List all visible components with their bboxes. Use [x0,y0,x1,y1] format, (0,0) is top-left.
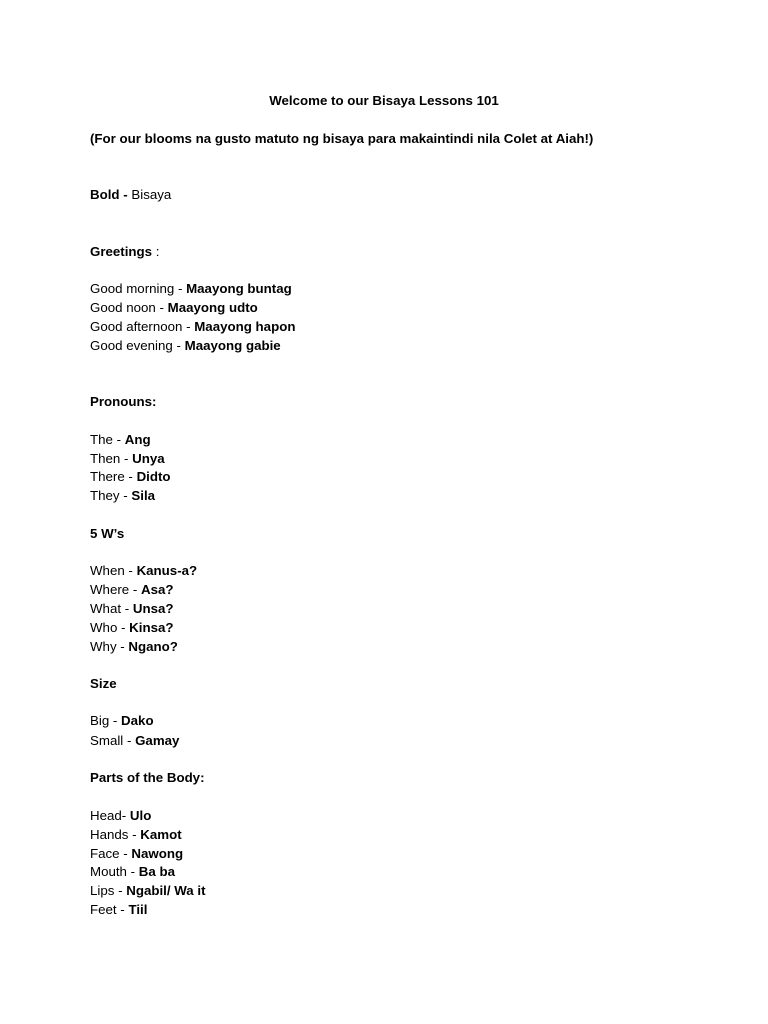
bisaya-term: Dako [121,713,154,728]
bisaya-term: Unya [132,451,165,466]
vocab-item [90,300,258,316]
vocab-item [90,713,154,729]
english-term: Lips - [90,883,127,898]
bisaya-term: Ngabil/ Wa it [126,883,206,898]
document-subtitle: (For our blooms na gusto matuto ng bisaya para makaintindi nila Colet at Aiah!) [90,131,594,146]
vocab-item [90,563,197,579]
section-heading-greetings [90,244,159,260]
bisaya-term: Kamot [140,827,182,842]
document-title: Welcome to our Bisaya Lessons 101 [269,93,499,108]
vocab-item [90,338,281,354]
bisaya-term: Ngano? [128,639,178,654]
vocab-item [90,846,183,862]
english-term: Then - [90,451,133,466]
vocab-item [90,827,182,843]
english-term: Why - [90,639,129,654]
english-term: Good noon - [90,300,168,315]
vocab-item [90,733,179,749]
section-heading-size: Size [90,676,117,691]
section-heading-5ws: 5 W’s [90,526,125,541]
english-term: Good evening - [90,338,185,353]
bisaya-term: Didto [136,469,171,484]
bisaya-term: Kinsa? [129,620,174,635]
bisaya-term: Maayong hapon [194,319,296,334]
vocab-item [90,620,174,636]
bisaya-term: Kanus-a? [136,563,198,578]
english-term: They - [90,488,132,503]
legend-label: Bold - [90,187,128,202]
english-term: Who - [90,620,130,635]
legend-line [90,187,171,203]
bisaya-term: Ang [124,432,151,447]
bisaya-term: Maayong buntag [186,281,292,296]
english-term: Small - [90,733,136,748]
english-term: Good afternoon - [90,319,195,334]
bisaya-term: Ulo [129,808,152,823]
vocab-item [90,582,174,598]
english-term: Good morning - [90,281,187,296]
section-heading-body-parts: Parts of the Body: [90,770,205,785]
english-term: Hands - [90,827,141,842]
legend-value: Bisaya [131,187,172,202]
english-term: Face - [90,846,132,861]
vocab-item [90,808,151,824]
vocab-item [90,451,165,467]
bisaya-term: Sila [131,488,156,503]
bisaya-term: Maayong udto [167,300,258,315]
vocab-item [90,601,174,617]
section-heading-pronouns: Pronouns: [90,394,157,409]
vocab-item [90,281,292,297]
vocab-item [90,319,295,335]
english-term: Feet - [90,902,129,917]
vocab-item [90,488,155,504]
english-term: Big - [90,713,122,728]
vocab-item [90,639,178,655]
bisaya-term: Asa? [140,582,174,597]
bisaya-term: Nawong [131,846,184,861]
section-heading-suffix: : [152,244,160,259]
english-term: Where - [90,582,141,597]
vocab-item [90,883,206,899]
section-heading-text: Greetings [90,244,153,259]
vocab-item [90,432,151,448]
english-term: When - [90,563,137,578]
english-term: There - [90,469,137,484]
bisaya-term: Ba ba [138,864,175,879]
bisaya-term: Gamay [135,733,180,748]
bisaya-term: Unsa? [132,601,174,616]
bisaya-term: Tiil [128,902,148,917]
vocab-item [90,469,171,485]
english-term: Mouth - [90,864,139,879]
english-term: What - [90,601,133,616]
bisaya-term: Maayong gabie [184,338,281,353]
vocab-item [90,902,147,918]
english-term: The - [90,432,125,447]
english-term: Head- [90,808,130,823]
vocab-item [90,864,175,880]
